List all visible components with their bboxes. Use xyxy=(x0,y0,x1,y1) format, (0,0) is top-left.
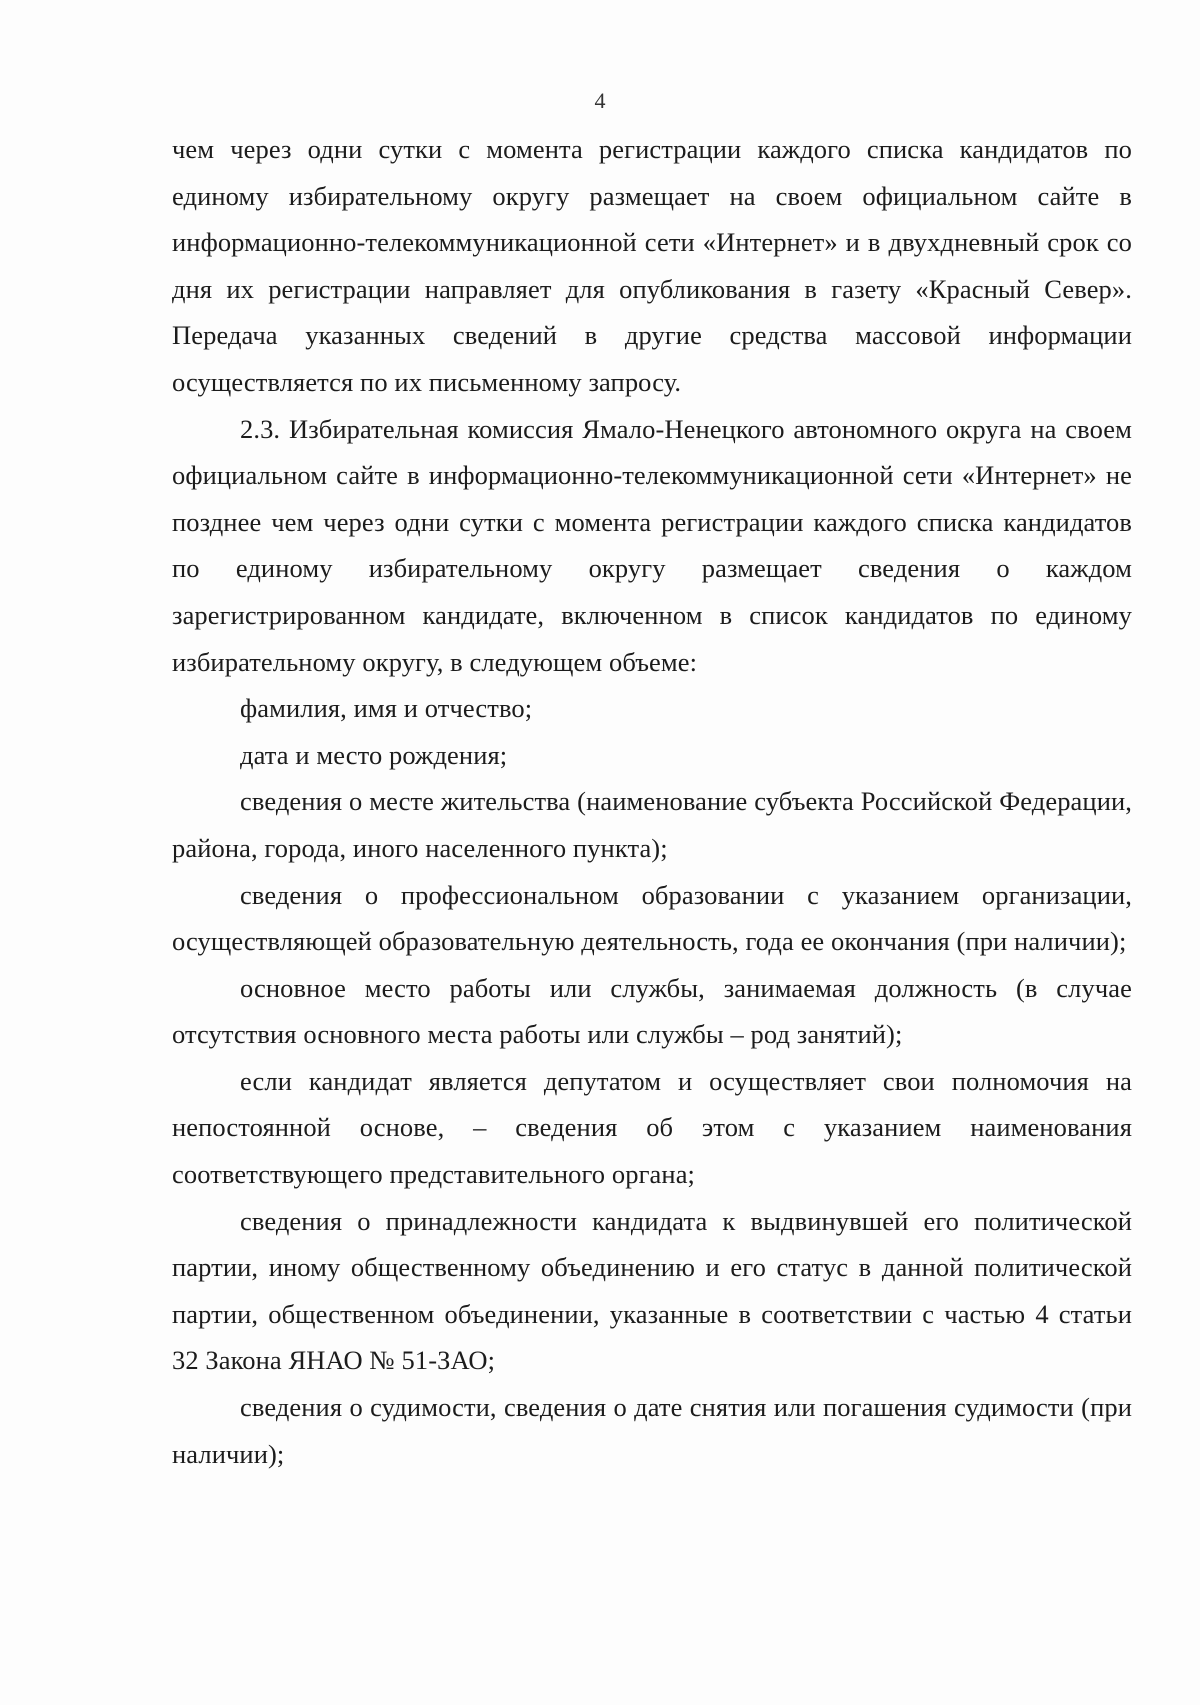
list-item-education: сведения о профессиональном образовании с указанием организации, осуществляющей образовательную деятельность, года ее окончания (при наличии); xyxy=(172,879,1132,957)
list-item-workplace: основное место работы или службы, занимаемая должность (в случае отсутствия основного места работы или службы – род занятий); xyxy=(172,972,1132,1050)
paragraph-continuation: чем через одни сутки с момента регистрации каждого списка кандидатов по единому избирательному округу размещает на своем официальном сайте в информационно-телекоммуникационной сети «Интернет» и в двухдневный срок со дня их регистрации направляет для опубликования в газету «Красный Север». Передача указанных сведений в другие средства массовой информации осуществляется по их письменному запросу. xyxy=(172,134,1132,397)
list-item-residence: сведения о месте жительства (наименование субъекта Российской Федерации, района, города, иного населенного пункта); xyxy=(172,786,1132,863)
list-item-criminal-record: сведения о судимости, сведения о дате снятия или погашения судимости (при наличии); xyxy=(172,1392,1132,1469)
list-item-party-affiliation: сведения о принадлежности кандидата к выдвинувшей его политической партии, иному общественному объединению и его статус в данной политической партии, общественном объединении, указанные в соответствии с частью 4 статьи 32 Закона ЯНАО № 51-ЗАО; xyxy=(172,1205,1132,1376)
paragraph-section-2-3: 2.3. Избирательная комиссия Ямало-Ненецкого автономного округа на своем официальном сайте в информационно-телекоммуникационной сети «Интернет» не позднее чем через одни сутки с момента регистрации каждого списка кандидатов по единому избирательному округу размещает сведения о каждом зарегистрированном кандидате, включенном в список кандидатов по единому избирательному округу, в следующем объеме: xyxy=(172,413,1132,677)
page-number: 4 xyxy=(594,88,606,113)
document-body xyxy=(172,126,1132,1477)
list-item-deputy: если кандидат является депутатом и осуществляет свои полномочия на непостоянной основе, – сведения об этом с указанием наименования соответствующего представительного органа; xyxy=(172,1065,1132,1190)
list-item-birth: дата и место рождения; xyxy=(240,739,508,770)
list-item-full-name: фамилия, имя и отчество; xyxy=(240,693,533,724)
